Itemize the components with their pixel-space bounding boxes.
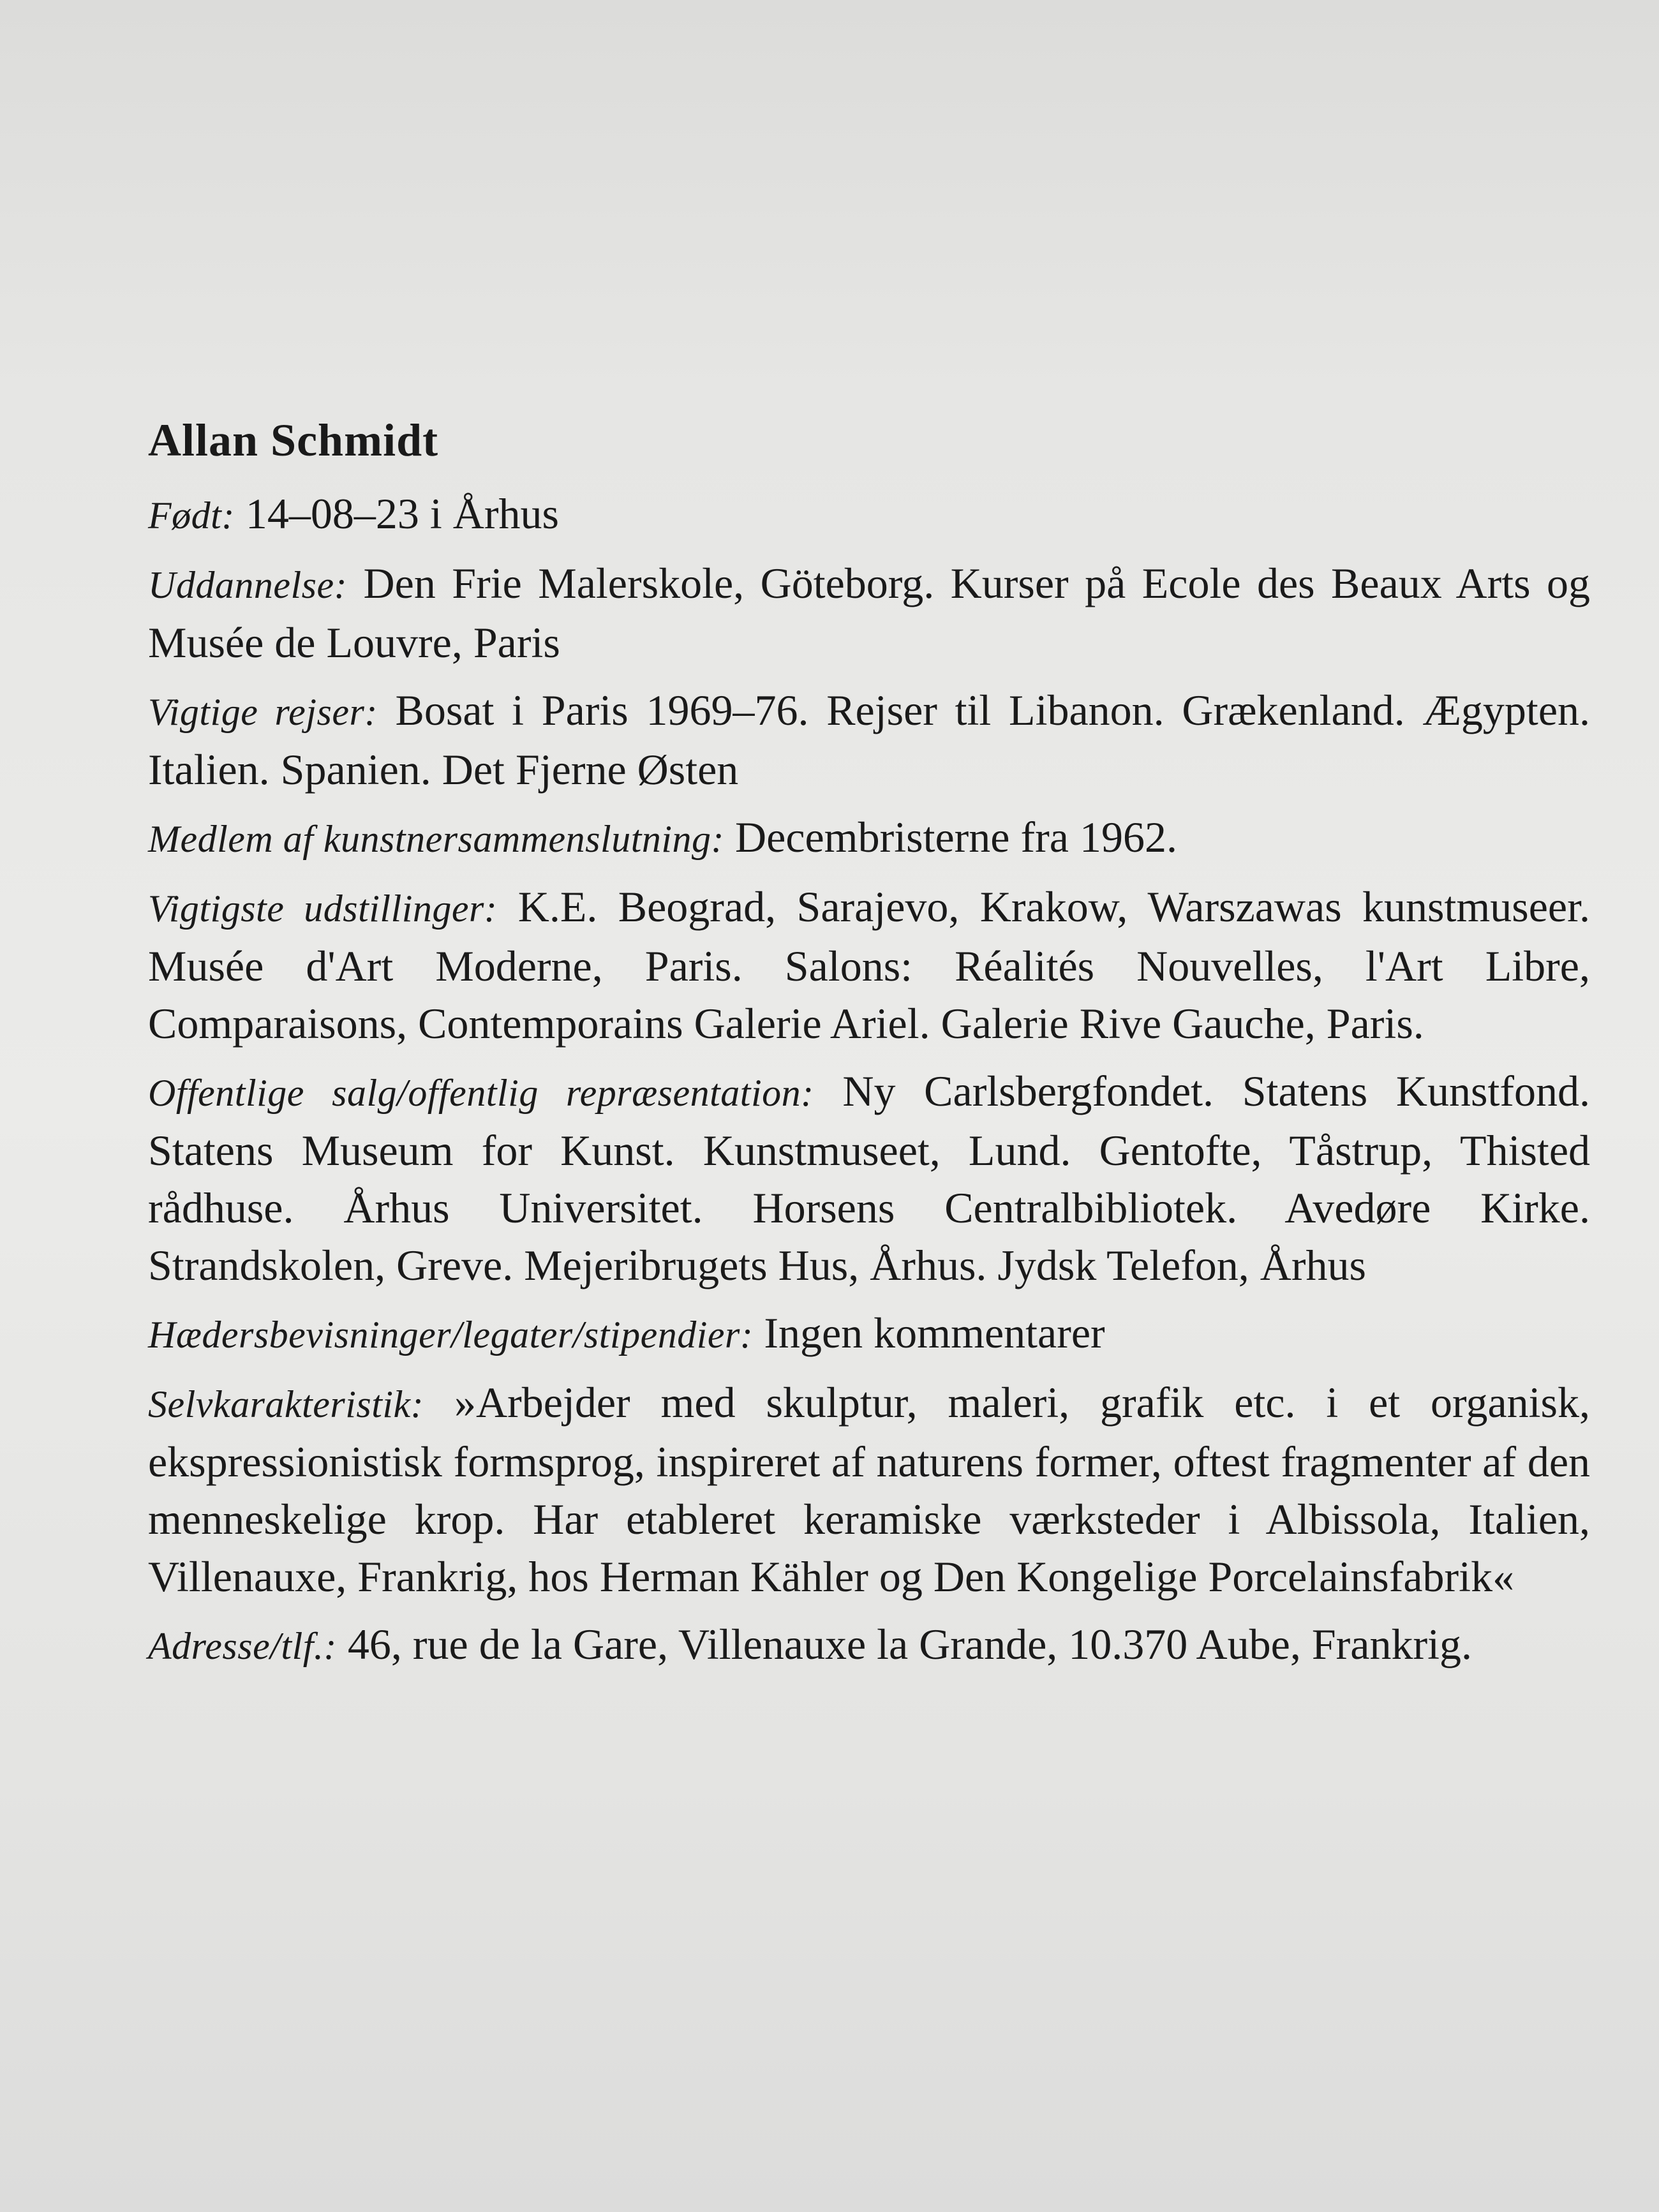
field-born: [148, 485, 1590, 544]
field-education: [148, 554, 1590, 671]
field-label: Vigtige rejser:: [148, 691, 378, 733]
field-label: Selvkarakteristik:: [148, 1383, 424, 1425]
field-travels: [148, 681, 1590, 798]
artist-entry: [148, 408, 1590, 1685]
field-text: Den Frie Malerskole, Göteborg. Kurser på Ecole des Beaux Arts og Musée de Louvre, Paris: [148, 559, 1591, 667]
field-label: Hædersbevisninger/legater/stipendier:: [148, 1314, 754, 1356]
field-label: Adresse/tlf.:: [148, 1625, 337, 1667]
field-public-sales: [148, 1062, 1590, 1294]
field-text: 14–08–23 i Århus: [245, 489, 559, 538]
field-label: Uddannelse:: [148, 564, 348, 606]
field-label: Vigtigste udstillinger:: [148, 887, 498, 930]
field-self-description: [148, 1374, 1590, 1605]
field-text: Decembristerne fra 1962.: [735, 813, 1177, 861]
field-text: »Arbejder med skulptur, maleri, grafik etc. i et organisk, ekspressionistisk formsprog, inspireret af naturens former, oftest fragmenter af den menneskelige krop. Har etableret keramiske værksteder i Albissola, Italien, Villenauxe, Frankrig, hos Herman Kähler og Den Kongelige Porcelainsfabrik«: [148, 1378, 1590, 1601]
field-exhibitions: [148, 878, 1590, 1052]
field-address: [148, 1615, 1590, 1675]
field-label: Offentlige salg/offentlig repræsentation:: [148, 1072, 814, 1114]
field-membership: [148, 808, 1590, 868]
field-text: 46, rue de la Gare, Villenauxe la Grande, 10.370 Aube, Frankrig.: [347, 1620, 1473, 1668]
field-label: Født:: [148, 494, 235, 537]
field-honours: [148, 1304, 1590, 1363]
field-label: Medlem af kunstnersammenslutning:: [148, 818, 725, 860]
field-text: Ingen kommentarer: [764, 1309, 1105, 1357]
artist-name: Allan Schmidt: [148, 415, 439, 466]
field-text: Bosat i Paris 1969–76. Rejser til Libanon. Grækenland. Ægypten. Italien. Spanien. Det Fjerne Østen: [148, 686, 1590, 794]
field-text: Ny Carlsbergfondet. Statens Kunstfond. Statens Museum for Kunst. Kunstmuseet, Lund. Gentofte, Tåstrup, Thisted rådhuse. Århus Universitet. Horsens Centralbibliotek. Avedøre Kirke. Strandskolen, Greve. Mejeribrugets Hus, Århus. Jydsk Telefon, Århus: [148, 1067, 1590, 1289]
field-text: K.E. Beograd, Sarajevo, Krakow, Warszawas kunstmuseer. Musée d'Art Moderne, Paris. Salons: Réalités Nouvelles, l'Art Libre, Comparaisons, Contemporains Galerie Ariel. Galerie Rive Gauche, Paris.: [148, 882, 1590, 1048]
